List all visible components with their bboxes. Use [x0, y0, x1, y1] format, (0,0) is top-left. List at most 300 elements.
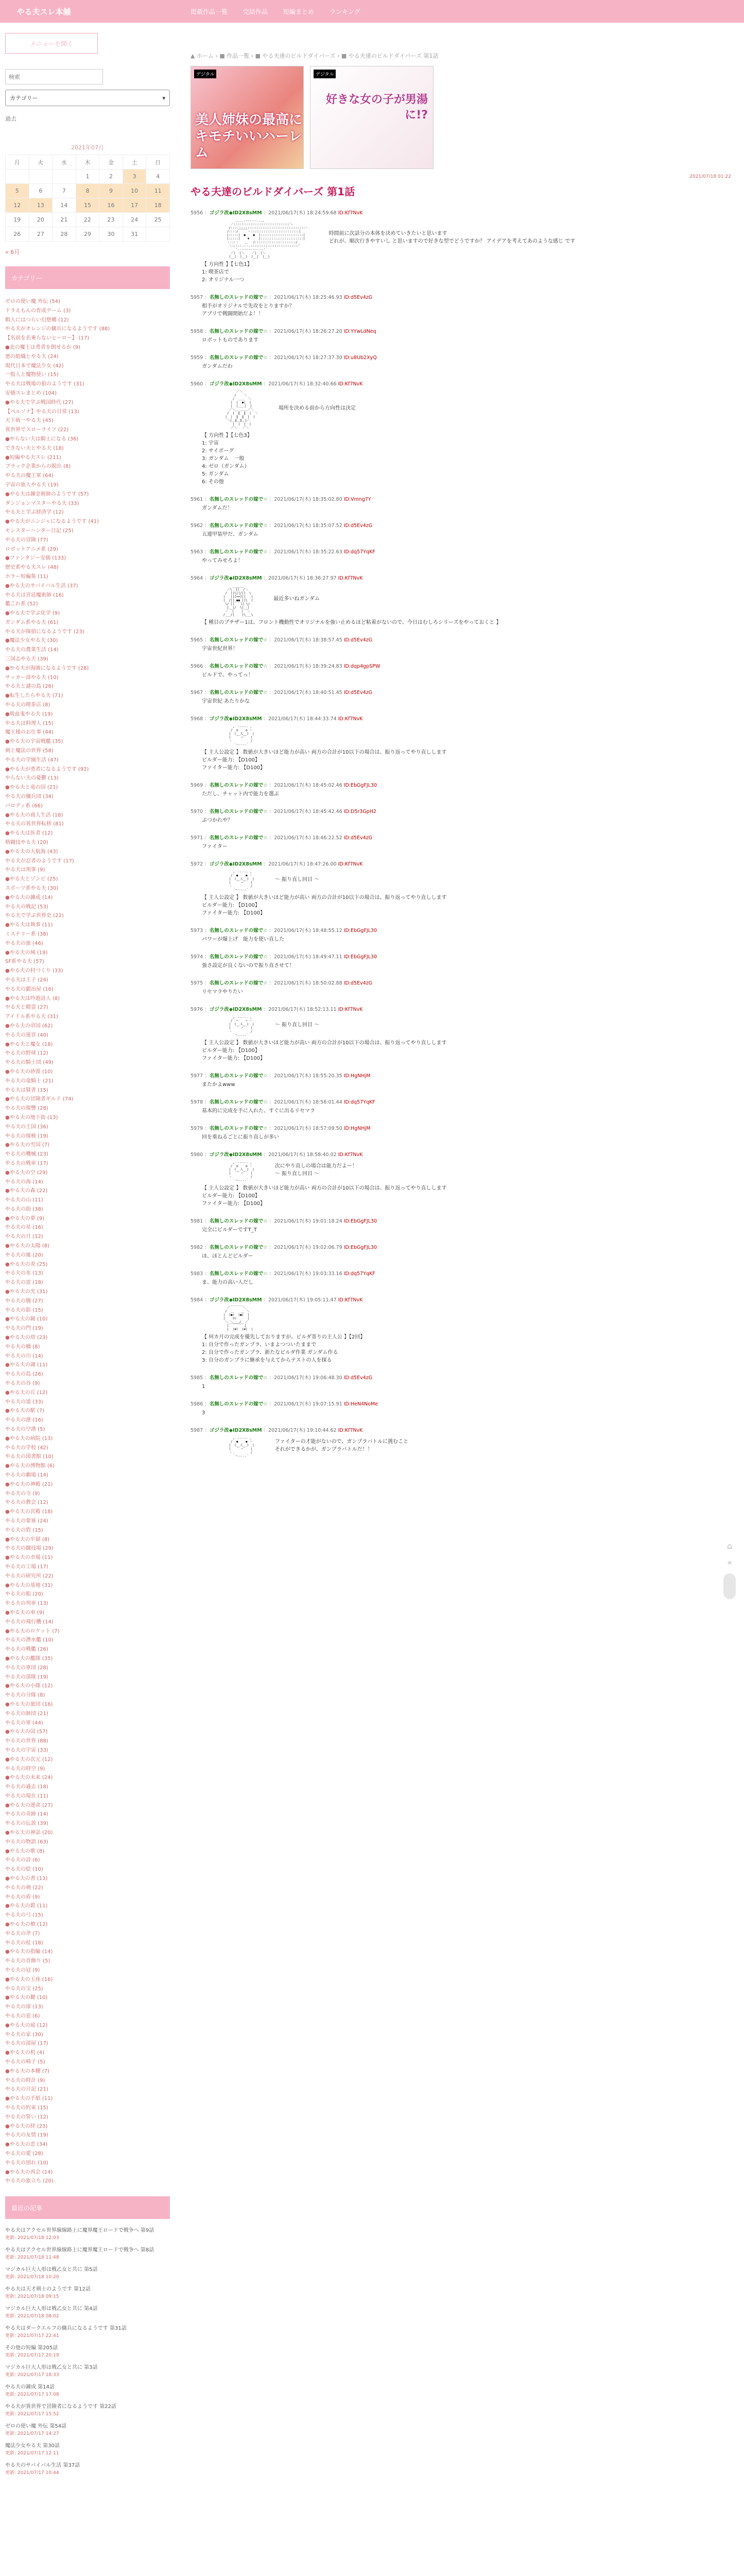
post-number[interactable]: 5963	[191, 549, 203, 555]
category-item[interactable]: やる夫の傭兵団 (34)	[5, 794, 54, 800]
category-item[interactable]: やる夫が忍者のようです (17)	[5, 858, 74, 864]
category-item[interactable]: 【名前を名乗らないヒーロー】 (17)	[5, 335, 90, 342]
category-item[interactable]: やる夫の戦艦 (26)	[5, 1647, 48, 1653]
category-item[interactable]: やる夫の約束 (15)	[5, 2105, 48, 2111]
post-number[interactable]: 5970	[191, 809, 203, 815]
post-number[interactable]: 5969	[191, 783, 203, 788]
category-item[interactable]: やる夫がオレンジの傭兵になるようです (88)	[5, 326, 110, 332]
category-item[interactable]: ●やる夫がニンジャになるようです (41)	[5, 519, 99, 525]
category-item[interactable]: 三国志やる夫 (39)	[5, 656, 48, 663]
post-id[interactable]: ID:d5Ev4zG	[343, 523, 373, 529]
category-item[interactable]: ●やる夫の駅 (7)	[5, 1408, 45, 1414]
category-item[interactable]: ●やる夫の鎧 (11)	[5, 1903, 48, 1909]
post-id[interactable]: ID:YYwLdNeq	[343, 329, 376, 334]
category-item[interactable]: やる夫の別れ (10)	[5, 2160, 48, 2166]
calendar-day[interactable]: 15	[76, 198, 99, 213]
category-item[interactable]: 暇人にはつらい幻想郷 (12)	[5, 317, 69, 323]
category-item[interactable]: やる夫の船 (20)	[5, 1591, 43, 1598]
category-item[interactable]: ●やる夫の病院 (13)	[5, 1435, 53, 1442]
category-item[interactable]: やる夫の影 (15)	[5, 1307, 43, 1313]
category-item[interactable]: ガンダム系やる夫 (61)	[5, 619, 59, 625]
category-item[interactable]: 宇宙の旅人やる夫 (19)	[5, 482, 59, 488]
category-item[interactable]: ●北の魔王は勇者を倒せるか (9)	[5, 344, 81, 350]
post-id[interactable]: ID:dqp4gpSPW	[343, 664, 380, 669]
post-number[interactable]: 5985	[191, 1375, 203, 1381]
recent-item[interactable]	[5, 2364, 170, 2379]
category-item[interactable]: 悪の組織とやる夫 (24)	[5, 353, 59, 360]
category-item[interactable]: ダンジョンマスターやる夫 (33)	[5, 500, 79, 506]
category-item[interactable]: ブラック企業からの脱出 (8)	[5, 464, 71, 470]
category-item[interactable]: やる夫の復讐 (28)	[5, 1106, 48, 1112]
post-number[interactable]: 5957	[191, 295, 203, 300]
recent-item[interactable]	[5, 2325, 170, 2340]
post-number[interactable]: 5964	[191, 575, 203, 581]
post-number[interactable]: 5971	[191, 835, 203, 841]
post-number[interactable]: 5987	[191, 1428, 203, 1433]
category-item[interactable]: やる夫の伝説 (39)	[5, 1821, 48, 1827]
post-number[interactable]: 5976	[191, 1007, 203, 1012]
category-item[interactable]: やる夫の誓い (12)	[5, 2114, 48, 2120]
category-item[interactable]: やる夫の杖 (18)	[5, 1940, 43, 1946]
category-item[interactable]: やる夫の家 (30)	[5, 2031, 43, 2038]
category-item[interactable]: ●やる夫の森 (22)	[5, 1188, 48, 1194]
calendar-day[interactable]: 9	[99, 184, 123, 198]
nav-item[interactable]: ランキング	[330, 8, 360, 15]
post-number[interactable]: 5981	[191, 1218, 203, 1224]
recent-item[interactable]	[5, 2384, 170, 2398]
category-item[interactable]: 天下統一やる夫 (45)	[5, 418, 54, 424]
category-item[interactable]: ミステリー系 (38)	[5, 931, 48, 937]
category-item[interactable]: ●やる夫の絆 (23)	[5, 2123, 48, 2129]
category-item[interactable]: ●やる夫の丘 (12)	[5, 1389, 48, 1396]
category-item[interactable]: ●やる夫の宮殿 (18)	[5, 1509, 53, 1515]
post-id[interactable]: ID:HgNHjM	[343, 1073, 371, 1079]
category-item[interactable]: 魔王様のお仕事 (44)	[5, 730, 54, 736]
post-id[interactable]: ID:d5Ev4zG	[343, 690, 373, 696]
category-item[interactable]: やる夫の詩 (6)	[5, 1857, 40, 1863]
category-item[interactable]: ●やる夫の国 (57)	[5, 1729, 48, 1735]
category-item[interactable]: やる夫の軍 (44)	[5, 1720, 43, 1726]
post-number[interactable]: 5974	[191, 954, 203, 960]
category-item[interactable]: ●やる夫の城 (19)	[5, 950, 48, 956]
post-number[interactable]: 5979	[191, 1126, 203, 1131]
post-id[interactable]: ID:d5Ev4zG	[343, 835, 373, 841]
category-item[interactable]: ●やる夫の太陽 (8)	[5, 1243, 50, 1249]
category-item[interactable]: やる夫の旅立ち (20)	[5, 2178, 54, 2184]
category-item[interactable]: やる夫の時空 (9)	[5, 1766, 45, 1772]
category-item[interactable]: やる夫の時計 (9)	[5, 2077, 45, 2083]
category-item[interactable]: ●やる夫の机 (4)	[5, 2050, 45, 2056]
post-id[interactable]: ID:EbGgFJL30	[343, 954, 377, 960]
category-item[interactable]: ●やる夫の大航海 (43)	[5, 849, 58, 855]
category-item[interactable]: モンスターハンター日記 (25)	[5, 528, 74, 534]
category-item[interactable]: やる夫の分隊 (8)	[5, 1692, 45, 1699]
category-item[interactable]: やる夫の野球 (12)	[5, 1050, 48, 1057]
category-item[interactable]: やらない夫の憂鬱 (13)	[5, 775, 59, 782]
category-item[interactable]: 異世界でスローライフ (22)	[5, 427, 69, 433]
nav-item[interactable]: 掲載作品一覧	[191, 8, 228, 15]
category-item[interactable]: やる夫の港 (16)	[5, 1417, 43, 1423]
category-item[interactable]: やる夫の闇 (27)	[5, 1298, 43, 1304]
post-number[interactable]: 5956	[191, 210, 203, 216]
ad-banner-left[interactable]	[191, 66, 304, 169]
post-number[interactable]: 5960	[191, 381, 203, 387]
category-item[interactable]: ●やる夫の書 (13)	[5, 1876, 48, 1882]
category-item[interactable]: ホラー短編集 (11)	[5, 573, 48, 580]
category-select[interactable]	[5, 90, 170, 106]
category-item[interactable]: ゼロの使い魔 外伝 (54)	[5, 299, 60, 304]
category-item[interactable]: やる夫と学ぶ経済学 (12)	[5, 510, 64, 516]
home-icon[interactable]: ⌂	[726, 1541, 733, 1551]
category-item[interactable]: ●吸血鬼やる夫 (19)	[5, 711, 53, 717]
category-item[interactable]: ドラえもんの育成ゲーム (3)	[5, 308, 71, 314]
post-id[interactable]: ID:Kf7NvK	[338, 1428, 363, 1433]
category-item[interactable]: やる夫は刑事 (9)	[5, 867, 45, 873]
recent-item[interactable]	[5, 2306, 170, 2320]
post-id[interactable]: ID:Kf7NvK	[338, 1152, 363, 1158]
category-item[interactable]: やる夫の奇跡 (14)	[5, 1811, 48, 1818]
category-item[interactable]: ●やる夫は錬金術師のようです (57)	[5, 491, 89, 497]
category-item[interactable]: やる夫の窓 (6)	[5, 2013, 40, 2020]
category-item[interactable]: ●やる夫の雪国 (7)	[5, 1142, 50, 1148]
category-item[interactable]: やる夫の弓 (15)	[5, 1912, 43, 1919]
category-item[interactable]: ●やる夫の本棚 (7)	[5, 2068, 50, 2074]
post-id[interactable]: ID:Kf7NvK	[338, 716, 363, 722]
category-item[interactable]: ●やる夫が勇者になるようです (92)	[5, 766, 89, 772]
post-id[interactable]: ID:dq57YqKF	[343, 1099, 375, 1105]
post-number[interactable]: 5962	[191, 523, 203, 529]
post-id[interactable]: ID:Kf7NvK	[338, 210, 363, 216]
category-item[interactable]: ●やる夫の夢 (9)	[5, 1215, 45, 1222]
menu-open-button[interactable]: メニューを開く	[5, 33, 98, 54]
category-item[interactable]: やる夫の師団 (21)	[5, 1710, 48, 1717]
category-item[interactable]: やる夫の列車 (13)	[5, 1601, 48, 1607]
category-item[interactable]: ●やる夫の砂漠 (10)	[5, 1069, 53, 1075]
category-item[interactable]: 【ペルソナ】やる夫の日常 (13)	[5, 409, 79, 415]
category-item[interactable]: やる夫の日記 (21)	[5, 2087, 48, 2093]
category-item[interactable]: やる夫の潜水艦 (10)	[5, 1637, 54, 1643]
category-item[interactable]: やる夫の首飾り (5)	[5, 1958, 50, 1964]
ad-banner-right[interactable]	[310, 66, 434, 169]
category-item[interactable]: やる夫の寺 (9)	[5, 1490, 40, 1497]
category-item[interactable]: やる夫の飛行機 (14)	[5, 1619, 54, 1625]
category-item[interactable]: ●やる夫で学ぶ化学 (9)	[5, 611, 60, 617]
scroll-track[interactable]	[723, 1573, 736, 1599]
category-item[interactable]: やる夫は賢者 (15)	[5, 1087, 48, 1093]
recent-item[interactable]	[5, 2443, 170, 2457]
category-item[interactable]: スポーツ系やる夫 (30)	[5, 886, 59, 891]
category-item[interactable]: やる夫で学ぶ世界史 (22)	[5, 913, 64, 919]
category-item[interactable]: パロディ系 (66)	[5, 803, 43, 809]
category-item[interactable]: やる夫は料理人 (15)	[5, 720, 54, 726]
prev-month-link[interactable]: « 6月	[5, 249, 20, 256]
category-item[interactable]: ●やる夫が海賊になるようです (28)	[5, 665, 89, 671]
category-item[interactable]: ●やる夫の神殿 (21)	[5, 1481, 53, 1487]
post-id[interactable]: ID:Kf7NvK	[338, 1297, 363, 1303]
category-item[interactable]: ●やる夫のロケット (7)	[5, 1628, 60, 1634]
category-item[interactable]: やる夫の砦 (15)	[5, 1527, 43, 1533]
post-id[interactable]: ID:Kf7NvK	[338, 381, 363, 387]
calendar-day[interactable]: 13	[29, 198, 53, 213]
post-id[interactable]: ID:d5Ev4zG	[343, 980, 373, 986]
category-item[interactable]: ●やる夫とゾンビ (25)	[5, 876, 58, 883]
recent-item[interactable]	[5, 2462, 170, 2477]
category-item[interactable]: ●やる夫の艦隊 (35)	[5, 1655, 53, 1662]
nav-item[interactable]: 完結作品	[243, 8, 268, 15]
calendar-day[interactable]: 17	[123, 198, 146, 213]
category-item[interactable]: やる夫の橋 (8)	[5, 1344, 40, 1350]
post-id[interactable]: ID:D5r3GpH2	[343, 809, 376, 815]
category-item[interactable]: ●ファンタジー安価 (133)	[5, 555, 66, 562]
category-item[interactable]: やる夫は宮廷魔術師 (16)	[5, 592, 64, 598]
category-item[interactable]: やる夫の谷 (9)	[5, 1381, 40, 1387]
category-item[interactable]: やる夫の旅 (46)	[5, 940, 43, 946]
category-item[interactable]: やる夫の友情 (19)	[5, 2132, 48, 2139]
category-item[interactable]: やる夫の学校 (42)	[5, 1445, 48, 1451]
category-item[interactable]: ●やる夫の基地 (31)	[5, 1582, 53, 1588]
category-item[interactable]: やる夫の現在 (11)	[5, 1793, 48, 1799]
category-item[interactable]: 格闘技やる夫 (20)	[5, 840, 48, 846]
recent-item[interactable]	[5, 2266, 170, 2281]
category-item[interactable]: やる夫の闘技場 (29)	[5, 1546, 54, 1552]
category-item[interactable]: ●やる夫の冒険者ギルド (74)	[5, 1096, 74, 1103]
category-item[interactable]: やる夫の学園生活 (47)	[5, 757, 59, 763]
category-item[interactable]: 安価スレまとめ (104)	[5, 390, 57, 396]
post-number[interactable]: 5958	[191, 329, 203, 334]
category-item[interactable]: やる夫の軍団 (28)	[5, 1665, 48, 1671]
post-number[interactable]: 5959	[191, 355, 203, 361]
recent-item[interactable]	[5, 2286, 170, 2300]
category-item[interactable]: ●やる夫の旅団 (16)	[5, 1701, 53, 1707]
recent-item[interactable]	[5, 2423, 170, 2437]
category-item[interactable]: やる夫の扉 (13)	[5, 2004, 43, 2010]
category-item[interactable]: やる夫の騎士団 (49)	[5, 1060, 54, 1066]
post-id[interactable]: ID:EbGgFJL30	[343, 928, 377, 934]
category-item[interactable]: ●やる夫の宇宙戦艦 (35)	[5, 739, 63, 745]
category-item[interactable]: ●魔法少女やる夫 (30)	[5, 638, 58, 644]
post-id[interactable]: ID:EbGgFJL30	[343, 1218, 377, 1224]
category-item[interactable]: ●やる夫の地下街 (13)	[5, 1114, 58, 1121]
category-item[interactable]: やる夫の探検 (19)	[5, 1133, 48, 1139]
category-item[interactable]: やる夫の海 (14)	[5, 1179, 43, 1185]
calendar-day[interactable]: 10	[123, 184, 146, 198]
post-id[interactable]: ID:dq57YqKF	[343, 1271, 375, 1277]
category-item[interactable]: やる夫の冒険 (77)	[5, 537, 48, 543]
category-item[interactable]: ●やる夫の鏡 (10)	[5, 1316, 48, 1323]
category-item[interactable]: ●やる夫の指輪 (14)	[5, 1949, 53, 1955]
post-number[interactable]: 5972	[191, 861, 203, 867]
category-item[interactable]: ●やる夫と魔女 (18)	[5, 1041, 53, 1047]
category-item[interactable]: ●やる夫の牢獄 (8)	[5, 1536, 50, 1543]
category-item[interactable]: 剣と魔法の世界 (58)	[5, 748, 54, 754]
category-item[interactable]: ●やる夫は吟遊詩人 (8)	[5, 995, 60, 1002]
recent-item[interactable]	[5, 2403, 170, 2418]
category-item[interactable]: やる夫の機械 (23)	[5, 1151, 48, 1158]
calendar-day[interactable]: 18	[146, 198, 170, 213]
category-item[interactable]: ●やる夫の車 (9)	[5, 1609, 45, 1616]
category-item[interactable]: やる夫の研究所 (22)	[5, 1573, 54, 1579]
post-id[interactable]: ID:d5Ev4zG	[343, 1375, 373, 1381]
post-id[interactable]: ID:HgNHjM	[343, 1126, 371, 1131]
category-item[interactable]: ●やる夫の玉座 (16)	[5, 1976, 53, 1982]
post-number[interactable]: 5986	[191, 1401, 203, 1407]
category-item[interactable]: やる夫の川 (14)	[5, 1353, 43, 1359]
post-number[interactable]: 5967	[191, 690, 203, 696]
category-item[interactable]: やる夫の鍛冶屋 (16)	[5, 986, 54, 992]
category-item[interactable]: ●やる夫の次元 (12)	[5, 1756, 53, 1762]
post-number[interactable]: 5968	[191, 716, 203, 722]
nav-item[interactable]: 短編まとめ	[283, 8, 315, 15]
category-item[interactable]: やる夫の斧 (7)	[5, 1930, 40, 1937]
category-item[interactable]: やる夫の島 (26)	[5, 1371, 43, 1378]
category-item[interactable]: ●やる夫の神話 (20)	[5, 1830, 53, 1836]
category-item[interactable]: やる夫の過去 (18)	[5, 1784, 48, 1790]
category-item[interactable]: やる夫の絵 (10)	[5, 1867, 43, 1873]
category-item[interactable]: やる夫の戦車 (17)	[5, 1160, 48, 1166]
recent-item[interactable]	[5, 2247, 170, 2261]
category-item[interactable]: やる夫の宝 (25)	[5, 1986, 43, 1992]
category-item[interactable]: やる夫の竜騎士 (21)	[5, 1078, 54, 1084]
category-item[interactable]: 艦これ系 (52)	[5, 601, 38, 607]
post-id[interactable]: ID:Vmng7Y	[343, 497, 371, 502]
category-item[interactable]: できない夫とやる夫 (18)	[5, 445, 64, 451]
category-item[interactable]: やる夫と謎の島 (26)	[5, 684, 54, 690]
category-item[interactable]: ●やる夫は医者 (12)	[5, 831, 53, 837]
category-item[interactable]: アイドル系やる夫 (31)	[5, 1014, 58, 1020]
post-id[interactable]: ID:Kf7NvK	[338, 1007, 363, 1012]
category-item[interactable]: ●転生したらやる夫 (71)	[5, 693, 63, 699]
category-item[interactable]: やる夫の風 (20)	[5, 1252, 43, 1258]
breadcrumb[interactable]: ▲ ホーム › ■ 作品一覧 › ■ やる夫達のビルドダイバーズ › ■ やる夫達のビルドダイバーズ 第1話	[191, 53, 439, 59]
category-item[interactable]: やる夫の王国 (36)	[5, 1124, 48, 1130]
category-item[interactable]: ●やる夫の運命 (27)	[5, 1802, 53, 1808]
category-item[interactable]: ●短編やる夫スレ (211)	[5, 454, 61, 461]
post-id[interactable]: ID:EbGgFJL30	[343, 783, 377, 788]
post-id[interactable]: ID:d5Ev4zG	[343, 637, 373, 643]
category-item[interactable]: やる夫の迷宮 (40)	[5, 1032, 48, 1038]
category-item[interactable]: やる夫の愛 (28)	[5, 2150, 43, 2157]
post-id[interactable]: ID:EbGgFJL30	[343, 1245, 377, 1250]
post-number[interactable]: 5984	[191, 1297, 203, 1303]
category-item[interactable]: サッカー部やる夫 (10)	[5, 674, 59, 681]
category-item[interactable]: ●やる夫の未来 (24)	[5, 1775, 53, 1781]
category-item[interactable]: ●やる夫の鍵 (10)	[5, 1995, 48, 2001]
category-item[interactable]: やる夫の宇宙 (33)	[5, 1747, 48, 1753]
category-item[interactable]: やる夫の門 (19)	[5, 1326, 43, 1332]
post-number[interactable]: 5980	[191, 1152, 203, 1158]
category-item[interactable]: やる夫の山 (11)	[5, 1197, 43, 1204]
category-item[interactable]: やる夫の物語 (63)	[5, 1839, 48, 1845]
category-item[interactable]: 現代日本で魔法少女 (42)	[5, 363, 64, 369]
category-item[interactable]: ●やる夫の歌 (8)	[5, 1848, 45, 1854]
category-item[interactable]: ●やる夫の塔 (23)	[5, 1335, 48, 1341]
category-item[interactable]: やる夫の農業生活 (14)	[5, 647, 59, 653]
category-item[interactable]: ●やる夫のサバイバル生活 (37)	[5, 583, 78, 589]
post-id[interactable]: ID:d5Ev4zG	[343, 295, 373, 300]
category-item[interactable]: SF系やる夫 (57)	[5, 959, 44, 965]
post-number[interactable]: 5983	[191, 1271, 203, 1277]
calendar-day[interactable]: 3	[123, 170, 146, 184]
category-item[interactable]: やる夫の街 (38)	[5, 1206, 43, 1212]
category-item[interactable]: ●やる夫の村づくり (33)	[5, 968, 63, 974]
category-item[interactable]: ●やる夫の空 (29)	[5, 1170, 48, 1176]
category-item[interactable]: やる夫の雷 (18)	[5, 1280, 43, 1286]
back-icon[interactable]: «	[727, 1557, 732, 1567]
category-item[interactable]: ●やる夫の小隊 (12)	[5, 1683, 53, 1689]
category-item[interactable]: ●やる夫の光 (31)	[5, 1289, 48, 1295]
calendar-day[interactable]: 12	[6, 198, 29, 213]
category-item[interactable]: やる夫が探偵になるようです (23)	[5, 629, 84, 635]
category-item[interactable]: ●やる夫の博物館 (6)	[5, 1463, 55, 1469]
category-item[interactable]: やる夫の魔王軍 (64)	[5, 473, 54, 479]
post-id[interactable]: ID:u8Ub2XyQ	[343, 355, 377, 361]
category-item[interactable]: やる夫の要塞 (24)	[5, 1518, 48, 1524]
category-item[interactable]: ●やらない夫は騎士になる (36)	[5, 436, 79, 442]
category-item[interactable]: やる夫の教会 (12)	[5, 1500, 48, 1506]
category-item[interactable]: ●やる夫の再会 (14)	[5, 2169, 53, 2175]
post-id[interactable]: ID:Kf7NvK	[338, 861, 363, 867]
post-number[interactable]: 5961	[191, 497, 203, 502]
category-item[interactable]: ●やる夫の炎 (25)	[5, 1261, 48, 1267]
category-item[interactable]: 歴史系やる夫スレ (48)	[5, 565, 59, 571]
post-number[interactable]: 5982	[191, 1245, 203, 1250]
category-item[interactable]: やる夫の劇場 (14)	[5, 1472, 48, 1478]
category-item[interactable]: ●やる夫の帝国 (62)	[5, 1023, 53, 1029]
category-item[interactable]: やる夫は王子 (24)	[5, 977, 48, 983]
category-item[interactable]: やる夫は戦場の狼のようです (31)	[5, 381, 84, 387]
category-item[interactable]: やる夫の盾 (9)	[5, 1894, 40, 1900]
category-item[interactable]: やる夫の異世界転移 (81)	[5, 821, 64, 827]
post-number[interactable]: 5977	[191, 1073, 203, 1079]
recent-item[interactable]	[5, 2227, 170, 2242]
category-item[interactable]: やる夫の空港 (5)	[5, 1427, 45, 1433]
category-item[interactable]: ●やる夫の手紙 (11)	[5, 2096, 53, 2102]
category-item[interactable]: やる夫の氷 (13)	[5, 1270, 43, 1277]
search-input[interactable]	[5, 69, 103, 84]
site-logo[interactable]: やる夫スレ本舗	[16, 7, 71, 16]
category-item[interactable]: やる夫の月 (12)	[5, 1234, 43, 1240]
category-item[interactable]: 一般人と魔物使い (15)	[5, 372, 59, 378]
category-item[interactable]: ●やる夫の庭 (12)	[5, 2022, 48, 2028]
category-item[interactable]: やる夫の部隊 (19)	[5, 1674, 48, 1680]
post-number[interactable]: 5965	[191, 637, 203, 643]
category-item[interactable]: ロボットアニメ系 (29)	[5, 546, 58, 552]
category-item[interactable]: やる夫の椅子 (5)	[5, 2059, 45, 2065]
post-id[interactable]: ID:Kf7NvK	[338, 575, 363, 581]
calendar-day[interactable]: 11	[146, 184, 170, 198]
category-item[interactable]: やる夫の世界 (88)	[5, 1738, 48, 1744]
category-item[interactable]: やる夫の剣 (22)	[5, 1885, 43, 1891]
category-item[interactable]: ●やる夫の商人生活 (18)	[5, 812, 63, 818]
category-item[interactable]: やる夫の部屋 (17)	[5, 2041, 48, 2047]
category-item[interactable]: やる夫の道 (33)	[5, 1399, 43, 1405]
post-id[interactable]: ID:dq57YqKF	[343, 549, 375, 555]
category-item[interactable]: やる夫と精霊 (27)	[5, 1005, 48, 1011]
calendar-day[interactable]: 8	[76, 184, 99, 198]
post-number[interactable]: 5966	[191, 664, 203, 669]
category-item[interactable]: ●やる夫で学ぶ戦国時代 (27)	[5, 399, 74, 405]
category-item[interactable]: ●やる夫は執事 (11)	[5, 922, 53, 928]
post-number[interactable]: 5978	[191, 1099, 203, 1105]
category-item[interactable]: やる夫の図書館 (10)	[5, 1454, 54, 1460]
category-item[interactable]: やる夫の工場 (17)	[5, 1564, 48, 1570]
post-number[interactable]: 5973	[191, 928, 203, 934]
post-id[interactable]: ID:HeN4NoMe	[343, 1401, 378, 1407]
category-item[interactable]: ●やる夫の市場 (11)	[5, 1555, 53, 1561]
calendar-day[interactable]: 5	[6, 184, 29, 198]
category-item[interactable]: ●やる夫の恋 (34)	[5, 2142, 48, 2148]
recent-item[interactable]	[5, 2345, 170, 2359]
